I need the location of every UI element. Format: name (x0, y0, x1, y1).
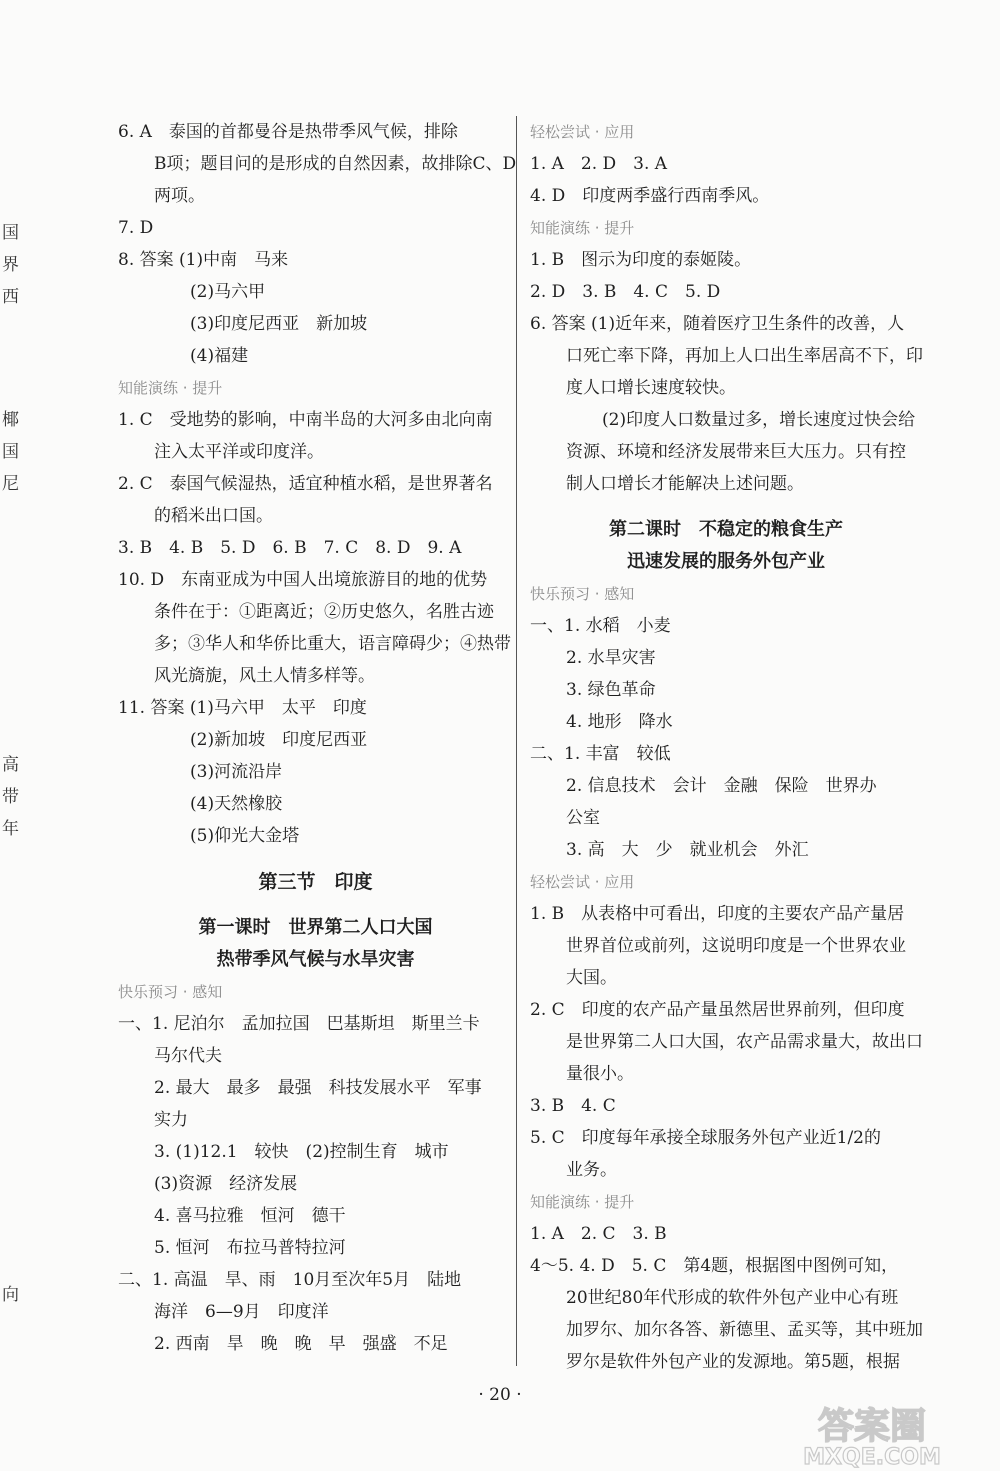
answer-line: 5. C 印度每年承接全球服务外包产业近1/2的 (530, 1128, 881, 1148)
answer-line: 是世界第二人口大国，农产品需求量大，故出口 (566, 1032, 923, 1052)
spacer (118, 852, 513, 866)
answer-line: 1. B 图示为印度的泰姬陵。 (530, 250, 752, 270)
edge-char: 界 (2, 255, 19, 275)
answer-line: (2)马六甲 (190, 282, 266, 302)
right-column (530, 116, 922, 1378)
answer-line: 二、1. 高温 旱、雨 10月至次年5月 陆地 (118, 1270, 462, 1290)
section-header: 知能演练 · 提升 (530, 219, 635, 237)
edge-char: 椰 (2, 410, 19, 430)
watermark-url: MXQE.COM (803, 1445, 941, 1470)
answer-line: B项；题目问的是形成的自然因素，故排除C、D (154, 154, 517, 174)
edge-char: 向 (2, 1285, 19, 1305)
answer-line: 5. 恒河 布拉马普特拉河 (154, 1238, 346, 1258)
answer-line: 实力 (154, 1110, 188, 1130)
answer-line: (3)印度尼西亚 新加坡 (190, 314, 368, 334)
edge-char: 年 (2, 819, 19, 839)
section-header: 快乐预习 · 感知 (530, 585, 635, 603)
answer-line: 度人口增长速度较快。 (566, 378, 736, 398)
column-divider (516, 116, 517, 1366)
lesson-title: 第一课时 世界第二人口大国 (198, 917, 433, 938)
answer-line: 2. C 印度的农产品产量虽然居世界前列，但印度 (530, 1000, 905, 1020)
answer-line: 4～5. 4. D 5. C 第4题，根据图中图例可知， (530, 1256, 899, 1276)
answer-line: 8. 答案 (1)中南 马来 (118, 250, 289, 270)
answer-line: 罗尔是软件外包产业的发源地。第5题，根据 (566, 1352, 900, 1372)
answer-line: 2. 水旱灾害 (566, 648, 656, 668)
answer-line: 3. B 4. B 5. D 6. B 7. C 8. D 9. A (118, 538, 462, 558)
answer-line: 两项。 (154, 186, 205, 206)
lesson-title: 第二课时 不稳定的粮食生产 (609, 519, 843, 540)
answer-line: 世界首位或前列，这说明印度是一个世界农业 (566, 936, 906, 956)
answer-line: (4)福建 (190, 346, 249, 366)
answer-line: 2. 西南 旱 晚 晚 早 强盛 不足 (154, 1334, 448, 1354)
answer-line: (3)资源 经济发展 (154, 1174, 298, 1194)
answer-line: 1. A 2. D 3. A (530, 154, 668, 174)
answer-line: 1. B 从表格中可看出，印度的主要农产品产量居 (530, 904, 905, 924)
section-header: 快乐预习 · 感知 (118, 983, 223, 1001)
left-column (118, 116, 517, 1360)
edge-char: 国 (2, 223, 19, 243)
answer-line: 海洋 6—9月 印度洋 (154, 1302, 329, 1322)
answer-line: 条件在于：①距离近；②历史悠久，名胜古迹 (154, 602, 494, 622)
answer-line: 1. A 2. C 3. B (530, 1224, 667, 1244)
answer-line: 2. 信息技术 会计 金融 保险 世界办 (566, 776, 877, 796)
answer-line: 一、1. 水稻 小麦 (530, 616, 671, 636)
answer-line: 3. 高 大 少 就业机会 外汇 (566, 840, 809, 860)
answer-line: (3)河流沿岸 (190, 762, 283, 782)
answer-line: 11. 答案 (1)马六甲 太平 印度 (118, 698, 367, 718)
answer-line: 马尔代夫 (154, 1046, 222, 1066)
answer-line: 3. 绿色革命 (566, 680, 656, 700)
watermark-text: 答案圈 (817, 1406, 927, 1447)
answer-line: (2)新加坡 印度尼西亚 (190, 730, 368, 750)
answer-line: 4. 喜马拉雅 恒河 德干 (154, 1206, 346, 1226)
lesson-title: 第三节 印度 (258, 871, 373, 893)
answer-line: 2. C 泰国气候湿热，适宜种植水稻，是世界著名 (118, 474, 493, 494)
answer-line: (5)仰光大金塔 (190, 826, 300, 846)
answer-line: 4. D 印度两季盛行西南季风。 (530, 186, 770, 206)
answer-line: 6. A 泰国的首都曼谷是热带季风气候，排除 (118, 122, 458, 142)
answer-line: 7. D (118, 218, 154, 238)
section-header: 轻松尝试 · 应用 (530, 123, 635, 141)
answer-line: 3. B 4. C (530, 1096, 616, 1116)
answer-line: 资源、环境和经济发展带来巨大压力。只有控 (566, 442, 906, 462)
answer-line: 的稻米出口国。 (154, 506, 273, 526)
answer-line: 2. D 3. B 4. C 5. D (530, 282, 721, 302)
watermark-logo (762, 1398, 982, 1470)
edge-char: 高 (2, 755, 19, 775)
lesson-title: 热带季风气候与水旱灾害 (216, 949, 415, 970)
answer-line: 量很小。 (566, 1064, 634, 1084)
answer-line: 6. 答案 (1)近年来，随着医疗卫生条件的改善，人 (530, 314, 905, 334)
section-header: 知能演练 · 提升 (118, 379, 223, 397)
answer-line: 3. (1)12.1 较快 (2)控制生育 城市 (154, 1142, 449, 1162)
answer-line: 口死亡率下降，再加上人口出生率居高不下，印 (566, 346, 923, 366)
spacer (118, 898, 513, 912)
answer-line: 二、1. 丰富 较低 (530, 744, 671, 764)
answer-line: (2)印度人口数量过多，增长速度过快会给 (602, 410, 916, 430)
answer-line: (4)天然橡胶 (190, 794, 283, 814)
section-header: 轻松尝试 · 应用 (530, 873, 635, 891)
answer-line: 多；③华人和华侨比重大，语言障碍少；④热带 (154, 634, 511, 654)
edge-char: 西 (2, 287, 19, 307)
edge-char: 国 (2, 442, 19, 462)
answer-line: 加罗尔、加尔各答、新德里、孟买等，其中班加 (566, 1320, 923, 1340)
answer-line: 制人口增长才能解决上述问题。 (566, 474, 804, 494)
answer-line: 4. 地形 降水 (566, 712, 673, 732)
answer-line: 公室 (566, 808, 600, 828)
edge-char: 带 (2, 787, 19, 807)
lesson-title: 迅速发展的服务外包产业 (627, 551, 825, 572)
answer-line: 风光旖旎，风土人情多样等。 (154, 666, 375, 686)
answer-line: 业务。 (566, 1160, 617, 1180)
edge-char: 尼 (2, 474, 19, 494)
answer-line: 大国。 (566, 968, 617, 988)
answer-line: 注入太平洋或印度洋。 (154, 442, 324, 462)
page-number: · 20 · (478, 1385, 522, 1405)
spacer (530, 500, 922, 514)
answer-line: 10. D 东南亚成为中国人出境旅游目的地的优势 (118, 570, 488, 590)
section-header: 知能演练 · 提升 (530, 1193, 635, 1211)
answer-line: 1. C 受地势的影响，中南半岛的大河多由北向南 (118, 410, 493, 430)
answer-line: 2. 最大 最多 最强 科技发展水平 军事 (154, 1078, 482, 1098)
answer-line: 一、1. 尼泊尔 孟加拉国 巴基斯坦 斯里兰卡 (118, 1014, 480, 1034)
answer-line: 20世纪80年代形成的软件外包产业中心有班 (566, 1288, 899, 1308)
